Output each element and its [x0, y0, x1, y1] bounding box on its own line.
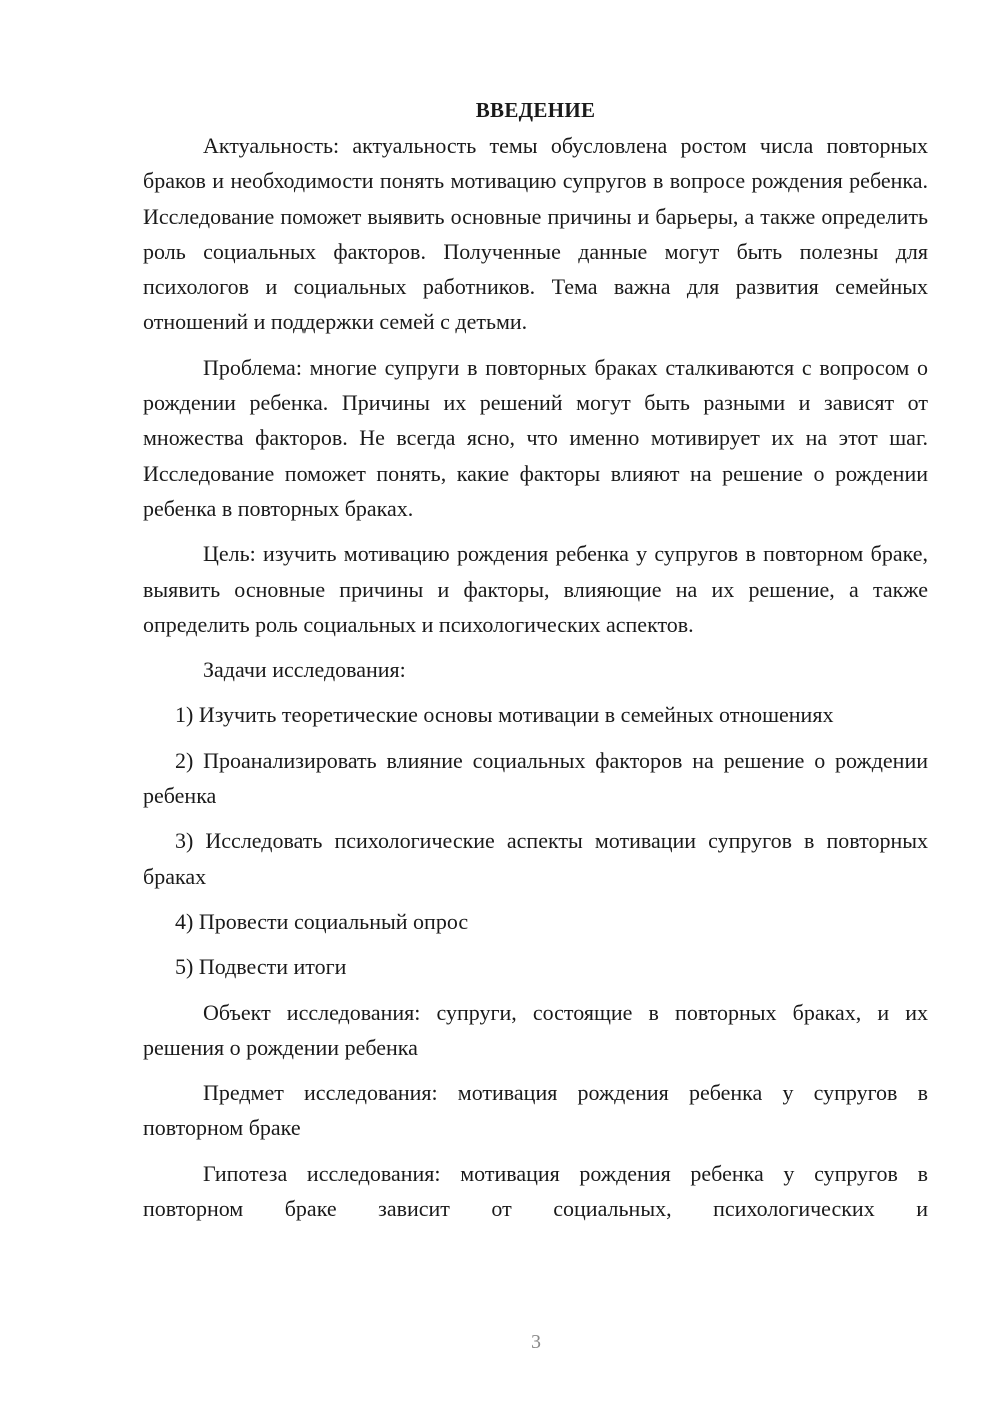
document-page [143, 92, 928, 1226]
paragraph-relevance: Актуальность: актуальность темы обусловлена ростом числа повторных браков и необходимости понять мотивацию супругов в вопросе рождения ребенка. Исследование поможет выявить основные причины и барьеры, а также определить роль социальных факторов. Полученные данные могут быть полезны для психологов и социальных работников. Тема важна для развития семейных отношений и поддержки семей с детьми. [143, 133, 928, 335]
page-number: 3 [531, 1331, 541, 1353]
paragraph-hypothesis: Гипотеза исследования: мотивация рождения ребенка у супругов в повторном браке зависит от социальных, психологических и [143, 1160, 928, 1222]
task-item-5: 5) Подвести итоги [175, 954, 347, 980]
paragraph-problem: Проблема: многие супруги в повторных браках сталкиваются с вопросом о рождении ребенка. Причины их решений могут быть разными и зависят от множества факторов. Не всегда ясно, что именно мотивирует их на этот шаг. Исследование поможет понять, какие факторы влияют на решение о рождении ребенка в повторных браках. [143, 354, 928, 521]
task-item-3: 3) Исследовать психологические аспекты мотивации супругов в повторных браках [143, 828, 928, 889]
paragraph-tasks-heading: Задачи исследования: [203, 657, 406, 683]
paragraph-object: Объект исследования: супруги, состоящие в повторных браках, и их решения о рождении ребенка [143, 999, 928, 1060]
task-item-2: 2) Проанализировать влияние социальных факторов на решение о рождении ребенка [143, 747, 928, 809]
page-title: ВВЕДЕНИЕ [475, 98, 596, 122]
task-item-1: 1) Изучить теоретические основы мотивации в семейных отношениях [175, 702, 834, 728]
task-item-4: 4) Провести социальный опрос [175, 908, 469, 934]
paragraph-goal: Цель: изучить мотивацию рождения ребенка у супругов в повторном браке, выявить основные причины и факторы, влияющие на их решение, а также определить роль социальных и психологических аспектов. [143, 541, 928, 637]
paragraph-subject: Предмет исследования: мотивация рождения ребенка у супругов в повторном браке [143, 1080, 928, 1141]
